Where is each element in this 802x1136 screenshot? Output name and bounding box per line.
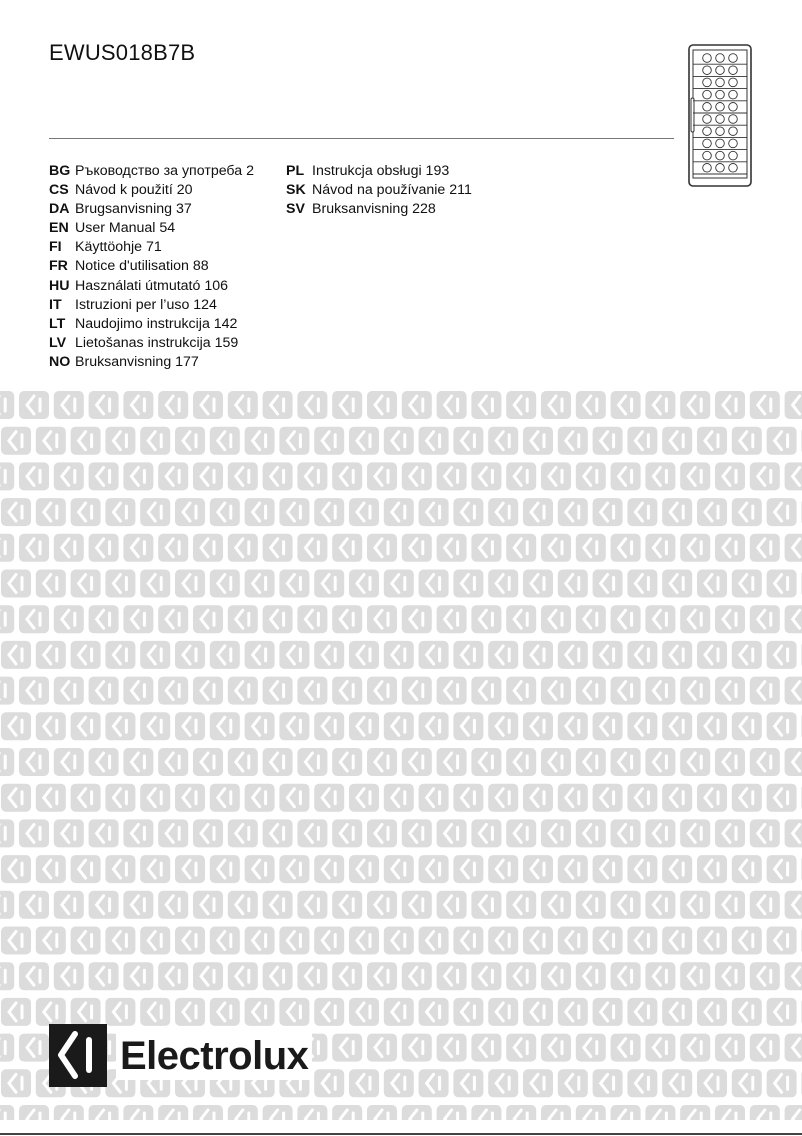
- language-entry: [49, 219, 254, 238]
- language-entry: [49, 200, 254, 219]
- language-code: HU: [49, 277, 70, 294]
- language-title: Instrukcja obsługi 193: [312, 163, 450, 179]
- electrolux-logo-icon: [49, 1024, 107, 1087]
- language-code: LV: [49, 334, 67, 351]
- language-entry: [49, 277, 254, 296]
- language-title: Naudojimo instrukcija 142: [75, 315, 238, 332]
- wine-cooler-illustration: [688, 44, 752, 187]
- language-title: Bruksanvisning 228: [312, 201, 436, 218]
- language-title: Bruksanvisning 177: [75, 353, 199, 370]
- language-entry: [286, 162, 472, 181]
- language-title: Brugsanvisning 37: [75, 201, 192, 218]
- language-entry: [49, 257, 254, 276]
- language-code: BG: [49, 163, 71, 179]
- language-title: Lietošanas instrukcija 159: [75, 334, 239, 351]
- language-title: Használati útmutató 106: [75, 277, 229, 294]
- model-title: EWUS018B7B: [49, 40, 196, 65]
- language-title: Ръководство за употреба 2: [75, 163, 254, 179]
- language-entry: [49, 181, 254, 200]
- brand-wordmark: Electrolux: [116, 1032, 312, 1080]
- language-entry: [286, 200, 472, 219]
- language-entry: [49, 162, 254, 181]
- language-entry: [49, 315, 254, 334]
- language-entry: [49, 353, 254, 372]
- language-code: DA: [49, 201, 70, 218]
- footer-divider: [0, 1133, 802, 1135]
- language-title: Notice d'utilisation 88: [75, 258, 209, 275]
- language-code: PL: [286, 163, 305, 179]
- language-code: FI: [49, 239, 62, 256]
- language-title: Istruzioni per l’uso 124: [75, 296, 217, 313]
- language-code: SV: [286, 201, 305, 218]
- language-code: FR: [49, 258, 68, 275]
- language-code: EN: [49, 220, 69, 237]
- language-entry: [49, 238, 254, 257]
- header-divider: [49, 138, 674, 139]
- language-title: Návod na používanie 211: [312, 182, 472, 199]
- language-entry: [49, 334, 254, 353]
- language-code: IT: [49, 296, 62, 313]
- language-list-left: [49, 162, 254, 372]
- language-title: Käyttöohje 71: [75, 239, 162, 256]
- language-title: Návod k použití 20: [75, 182, 193, 199]
- brand-pattern-background: [0, 390, 802, 1120]
- language-list-right: [286, 162, 472, 219]
- language-entry: [49, 296, 254, 315]
- language-code: SK: [286, 182, 306, 199]
- language-code: CS: [49, 182, 69, 199]
- language-title: User Manual 54: [75, 220, 176, 237]
- language-code: NO: [49, 353, 71, 370]
- language-entry: [286, 181, 472, 200]
- language-code: LT: [49, 315, 66, 332]
